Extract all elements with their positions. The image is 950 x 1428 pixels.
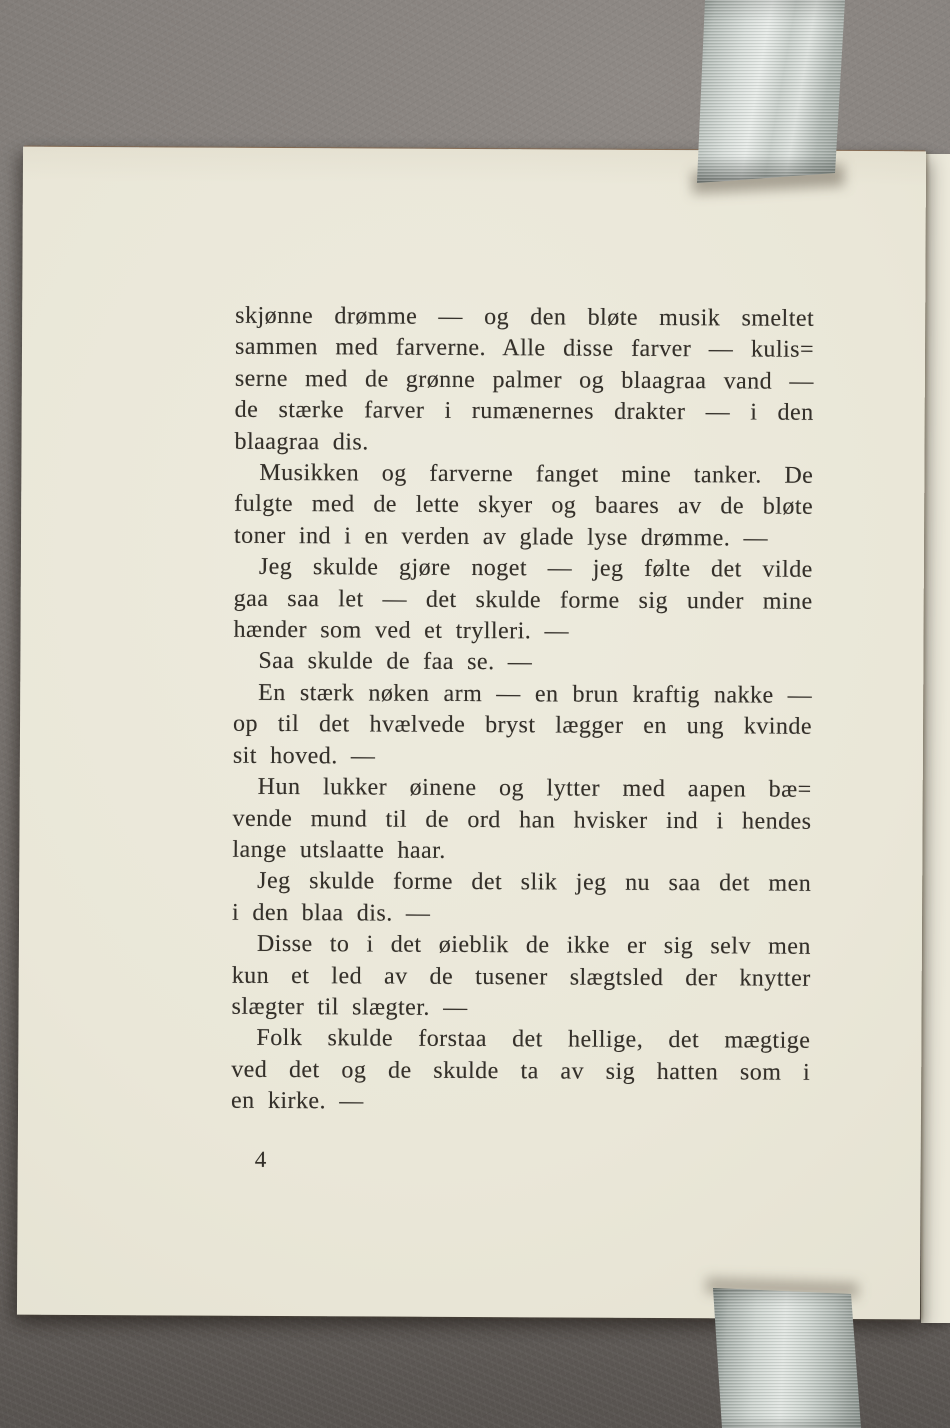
- text-line: hænder som ved et trylleri. —: [233, 616, 570, 645]
- book-page: [17, 147, 926, 1320]
- page-number: 4: [254, 1146, 267, 1172]
- text-line: Hun lukker øinene og lytter med aapen bæ=: [257, 773, 812, 803]
- text-line: en kirke. —: [231, 1087, 364, 1115]
- text-line: sit hoved. —: [232, 742, 376, 770]
- text-line: Disse to i det øieblik de ikke er sig selv men: [256, 931, 811, 960]
- text-line: skjønne drømme — og den bløte musik smeltet: [235, 302, 815, 332]
- text-line: ved det og de skulde ta av sig hatten som i: [231, 1056, 811, 1086]
- text-line: Musikken og farverne fanget mine tanker. De: [259, 459, 814, 489]
- text-line: En stærk nøken arm — en brun kraftig nakke —: [258, 679, 813, 709]
- text-line: Jeg skulde gjøre noget — jeg følte det vilde: [258, 554, 813, 584]
- page-text-block: [231, 301, 814, 1121]
- text-line: serne med de grønne palmer og blaagraa vand —: [234, 365, 814, 395]
- text-line: vende mund til de ord han hvisker ind i hendes: [232, 805, 812, 835]
- text-line: de stærke farver i rumænernes drakter — i den: [234, 396, 814, 427]
- text-line: Folk skulde forstaa det hellige, det mægtige: [256, 1025, 811, 1055]
- text-line: Jeg skulde forme det slik jeg nu saa det men: [257, 868, 812, 898]
- text-line: sammen med farverne. Alle disse farver — kulis=: [234, 334, 815, 364]
- text-line: blaagraa dis.: [234, 428, 369, 456]
- text-line: fulgte med de lette skyer og baares av de bløte: [234, 491, 814, 521]
- text-line: slægter til slægter. —: [231, 993, 468, 1021]
- text-line: op til det hvælvede bryst lægger en ung kvinde: [232, 711, 813, 741]
- silver-ribbon-bottom: [710, 1286, 863, 1428]
- text-line: kun et led av de tusener slægtsled der knytter: [231, 962, 811, 992]
- silver-ribbon-top: [695, 0, 847, 185]
- text-line: lange utslaatte haar.: [232, 836, 446, 864]
- text-line: toner ind i en verden av glade lyse drømme. —: [233, 522, 769, 552]
- text-line: gaa saa let — det skulde forme sig under mine: [233, 585, 813, 615]
- text-line: i den blaa dis. —: [231, 899, 431, 927]
- text-line: Saa skulde de faa se. —: [258, 648, 533, 676]
- adjacent-page-edge: [921, 154, 950, 1323]
